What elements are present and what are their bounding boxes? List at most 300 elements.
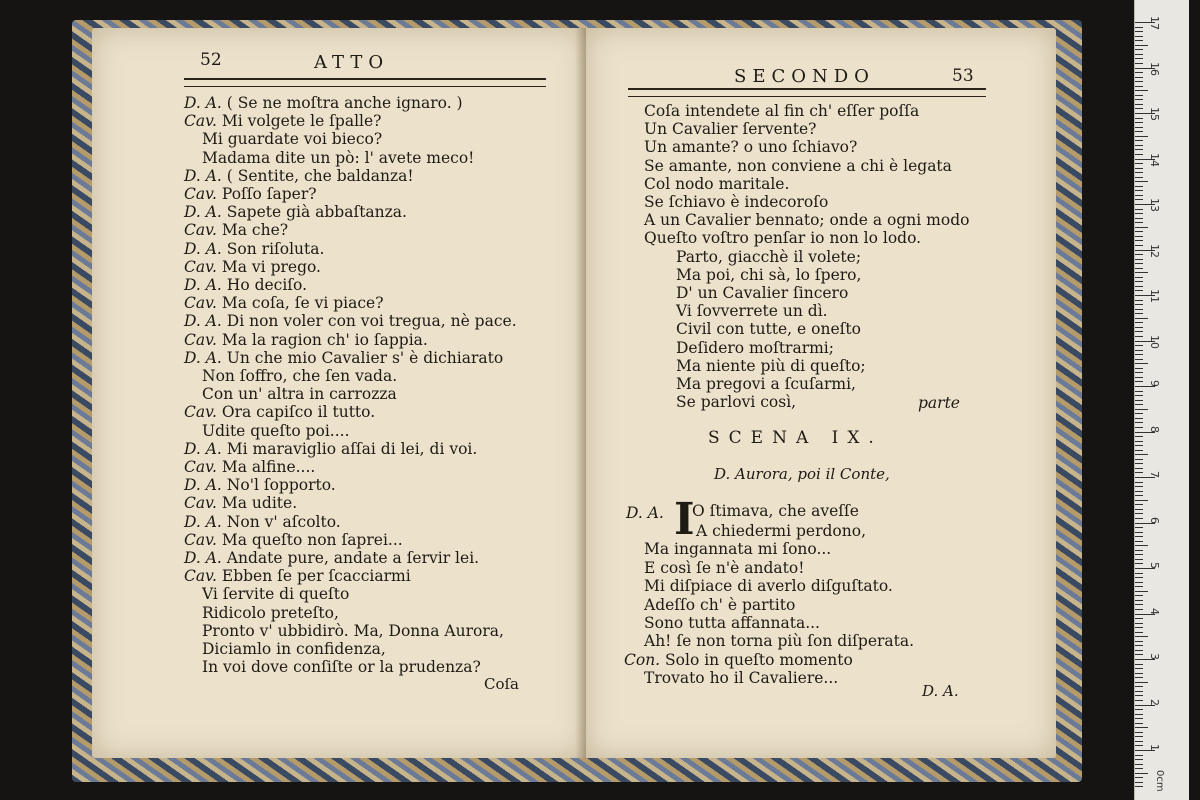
speaker-label: D. A. [626, 504, 664, 522]
verse-line [184, 549, 479, 567]
speaker-label: D. A. [184, 549, 222, 567]
ruler-tick [1135, 472, 1143, 473]
line-text: Pronto v' ubbidirò. Ma, Donna Aurora, [202, 621, 504, 640]
ruler-tick [1135, 231, 1143, 232]
ruler-tick [1135, 468, 1143, 469]
verse-line [184, 258, 321, 276]
ruler-tick [1135, 372, 1143, 373]
ruler-tick [1135, 381, 1143, 382]
ruler-tick [1135, 677, 1143, 678]
ruler-label: 8 [1148, 425, 1161, 433]
ruler-tick [1135, 627, 1143, 628]
ruler-label: 12 [1148, 243, 1161, 258]
line-text: ( Sentite, che baldanza! [226, 166, 414, 185]
scene-title: SCENA IX. [708, 428, 883, 448]
ruler-tick [1135, 163, 1143, 164]
ruler-tick [1135, 563, 1143, 564]
ruler-tick [1135, 172, 1143, 173]
verse-line [696, 522, 866, 540]
ruler-tick [1135, 623, 1143, 624]
ruler-tick [1135, 759, 1143, 760]
ruler-tick [1135, 745, 1143, 746]
ruler-tick [1135, 90, 1148, 91]
ruler-tick [1135, 149, 1143, 150]
verse-line [184, 185, 317, 203]
line-text: Se ſchiavo è indecoroſo [644, 193, 829, 211]
verse-line [644, 229, 921, 247]
ruler-tick [1135, 700, 1143, 701]
verse-line [184, 349, 503, 367]
ruler-tick [1135, 131, 1143, 132]
line-text: Ma la ragion ch' io ſappia. [221, 330, 428, 349]
line-text: In voi dove conſiſte or la prudenza? [202, 658, 481, 677]
ruler-tick [1135, 686, 1143, 687]
ruler-tick [1135, 454, 1148, 455]
ruler-label: 11 [1148, 289, 1161, 303]
verse-line [644, 193, 828, 211]
right-page [586, 28, 1056, 758]
verse-line [676, 284, 848, 302]
line-text: Con un' altra in carrozza [202, 385, 397, 404]
ruler-tick [1135, 550, 1143, 551]
ruler-tick [1135, 136, 1148, 137]
verse-line [184, 331, 428, 349]
line-text: Ma queſto non ſaprei... [221, 530, 403, 549]
line-text: Se amante, non conviene a chi è legata [644, 156, 952, 175]
ruler-tick [1135, 49, 1143, 50]
ruler-tick [1135, 664, 1143, 665]
line-text: D' un Cavalier ſincero [676, 284, 849, 302]
ruler-tick [1135, 63, 1143, 64]
ruler-tick [1135, 736, 1143, 737]
ruler-label: 16 [1148, 61, 1161, 76]
line-text: Un che mio Cavalier s' è dichiarato [226, 348, 504, 367]
line-text: Col nodo maritale. [644, 174, 790, 193]
line-text: Mi diſpiace di averlo diſguſtato. [644, 577, 893, 596]
speaker-label: Cav. [184, 530, 217, 549]
ruler-label: 6 [1148, 516, 1161, 524]
ruler-tick [1135, 272, 1148, 273]
ruler-tick [1135, 118, 1143, 119]
line-text: E così ſe n'è andato! [644, 558, 805, 577]
verse-line [202, 149, 474, 167]
verse-line [676, 375, 856, 393]
ruler-label: 13 [1148, 198, 1161, 212]
speaker-label: Cav. [184, 221, 217, 240]
ruler-tick [1135, 541, 1143, 542]
speaker-label: D. A. [184, 239, 222, 258]
line-text: Un amante? o uno ſchiavo? [644, 138, 858, 157]
ruler-tick [1135, 609, 1143, 610]
line-text: Coſa intendete al fin ch' eſſer poſſa [644, 102, 920, 120]
line-text: Ho deciſo. [226, 276, 308, 294]
speaker-label: Cav. [184, 294, 217, 313]
ruler-tick [1135, 108, 1143, 109]
ruler-tick [1135, 363, 1148, 364]
verse-line [184, 94, 463, 112]
line-text: Ebben ſe per ſcacciarmi [221, 567, 411, 586]
ruler-tick [1135, 400, 1143, 401]
line-text: Adeſſo ch' è partito [644, 595, 796, 614]
ruler-tick [1135, 582, 1143, 583]
ruler-tick [1135, 527, 1143, 528]
ruler-tick [1135, 786, 1143, 787]
ruler-tick [1135, 227, 1148, 228]
ruler-tick [1135, 486, 1143, 487]
verse-line [644, 138, 857, 156]
ruler-tick [1135, 418, 1143, 419]
line-text: Ma coſa, ſe vi piace? [221, 294, 384, 313]
ruler-tick [1135, 309, 1143, 310]
line-text: Ma che? [221, 221, 289, 240]
ruler-tick [1135, 209, 1143, 210]
line-text: Se parlovi così, [676, 393, 797, 412]
ruler-tick [1135, 782, 1143, 783]
line-text: Diciamlo in confidenza, [202, 640, 386, 658]
ruler-tick [1135, 140, 1143, 141]
ruler-tick [1135, 391, 1143, 392]
verse-line [644, 559, 804, 577]
ruler-tick [1135, 773, 1148, 774]
ruler-tick [1135, 168, 1143, 169]
ruler-tick [1135, 72, 1143, 73]
ruler-tick [1135, 254, 1143, 255]
ruler-label: 15 [1148, 107, 1161, 121]
ruler-label: 4 [1148, 607, 1161, 615]
verse-line [624, 651, 853, 669]
ruler-tick [1135, 54, 1143, 55]
line-text: Ma niente più di queſto; [676, 356, 866, 375]
verse-line [644, 596, 795, 614]
ruler-tick [1135, 300, 1143, 301]
ruler-tick [1135, 463, 1143, 464]
speaker-label: Cav. [184, 112, 217, 131]
ruler-tick [1135, 741, 1143, 742]
ruler-tick [1135, 445, 1143, 446]
line-text: Ridicolo preteſto, [202, 603, 339, 622]
verse-line [644, 102, 919, 120]
ruler-tick [1135, 368, 1143, 369]
verse-line [676, 320, 861, 338]
speaker-label: Cav. [184, 185, 217, 203]
ruler-tick [1135, 395, 1143, 396]
ruler-tick [1135, 422, 1143, 423]
line-text: Civil con tutte, e oneſto [676, 320, 861, 339]
left-running-header: ATTO [314, 52, 390, 73]
line-text: Sono tutta affannata... [644, 614, 820, 632]
line-text: Ma udite. [221, 494, 298, 513]
right-running-header: SECONDO [734, 66, 875, 87]
ruler-label: 7 [1148, 471, 1161, 478]
ruler-tick [1135, 304, 1143, 305]
scene-first-line: O ſtimava, che aveſſe [692, 502, 859, 520]
ruler-label: 5 [1148, 562, 1161, 569]
line-text: Ma ingannata mi ſono... [644, 540, 832, 559]
line-text: Solo in queſto momento [665, 650, 853, 669]
verse-line [202, 422, 350, 440]
drop-cap-initial: I [674, 494, 695, 545]
verse-line [184, 276, 307, 294]
verse-line [202, 658, 481, 676]
line-text: Vi ſervite di queſto [202, 585, 350, 604]
line-text: Parto, giacchè il volete; [676, 247, 862, 266]
speaker-label: Cav. [184, 403, 217, 422]
ruler-tick [1135, 45, 1148, 46]
ruler-tick [1135, 450, 1143, 451]
line-text: A chiedermi perdono, [696, 522, 867, 540]
verse-line [644, 614, 820, 632]
ruler-tick [1135, 40, 1143, 41]
ruler-tick [1135, 354, 1143, 355]
ruler-tick [1135, 99, 1143, 100]
ruler-tick [1135, 277, 1143, 278]
ruler-tick [1135, 532, 1143, 533]
right-header-rule [628, 88, 986, 97]
ruler-tick [1135, 181, 1148, 182]
ruler-tick [1135, 327, 1143, 328]
left-catchword: Coſa [484, 675, 520, 693]
line-text: Ma vi prego. [221, 257, 321, 276]
verse-line [202, 130, 382, 148]
ruler-tick [1135, 518, 1143, 519]
ruler-tick [1135, 500, 1148, 501]
ruler-tick [1135, 682, 1148, 683]
ruler-tick [1135, 764, 1143, 765]
ruler-label: 10 [1148, 334, 1161, 349]
verse-line [644, 211, 969, 229]
ruler-tick [1135, 236, 1143, 237]
ruler-tick [1135, 777, 1143, 778]
line-text: Poſſo ſaper? [221, 185, 317, 203]
line-text: Un Cavalier ſervente? [644, 120, 817, 139]
ruler-tick [1135, 618, 1143, 619]
verse-line [184, 403, 375, 421]
verse-line [644, 540, 831, 558]
ruler-tick [1135, 559, 1143, 560]
ruler-tick [1135, 213, 1143, 214]
ruler-tick [1135, 345, 1143, 346]
speaker-label: D. A. [184, 312, 222, 331]
line-text: A un Cavalier bennato; onde a ogni modo [644, 211, 970, 230]
speaker-label: D. A. [184, 203, 222, 222]
speaker-label: D. A. [184, 439, 222, 458]
verse-line [202, 385, 397, 403]
line-text: Trovato ho il Cavaliere... [644, 669, 839, 688]
ruler-tick [1135, 427, 1143, 428]
ruler-tick [1135, 404, 1143, 405]
line-text: Mi maraviglio aſſai di lei, di voi. [226, 439, 478, 458]
verse-line [644, 669, 838, 687]
speaker-label: D. A. [184, 476, 222, 495]
ruler-tick [1135, 58, 1143, 59]
verse-line [184, 440, 477, 458]
verse-line [644, 157, 952, 175]
ruler-tick [1135, 286, 1143, 287]
verse-line [184, 312, 517, 330]
ruler-tick [1135, 673, 1143, 674]
ruler-tick [1135, 359, 1143, 360]
line-text: Ah! ſe non torna più ſon diſperata. [644, 632, 915, 651]
ruler-tick [1135, 322, 1143, 323]
right-page-number: 53 [952, 66, 974, 86]
ruler-tick [1135, 195, 1143, 196]
verse-line [644, 120, 816, 138]
speaker-label: Cav. [184, 257, 217, 276]
ruler-tick [1135, 513, 1143, 514]
verse-line [184, 494, 297, 512]
ruler-label: 1 [1148, 744, 1161, 751]
verse-line [202, 640, 386, 658]
ruler-tick [1135, 154, 1143, 155]
verse-line [676, 357, 866, 375]
ruler-tick [1135, 245, 1143, 246]
verse-line [184, 476, 336, 494]
speaker-label: D. A. [184, 276, 222, 294]
ruler-label: 3 [1148, 653, 1161, 660]
line-text: Andate pure, andate a ſervir lei. [226, 549, 480, 567]
line-text: Di non voler con voi tregua, nè pace. [226, 312, 517, 331]
measuring-ruler [1134, 0, 1189, 800]
verse-line [184, 203, 407, 221]
verse-line [202, 585, 349, 603]
speaker-label: Cav. [184, 458, 217, 476]
verse-line [184, 240, 324, 258]
ruler-tick [1135, 81, 1143, 82]
speaker-label: Cav. [184, 567, 217, 586]
line-text: ( Se ne moſtra anche ignaro. ) [226, 94, 463, 112]
ruler-tick [1135, 186, 1143, 187]
ruler-tick [1135, 127, 1143, 128]
line-text: Ora capiſco il tutto. [221, 403, 376, 422]
ruler-tick [1135, 459, 1143, 460]
scene-first-speaker [626, 504, 664, 522]
ruler-label: 2 [1148, 698, 1161, 706]
ruler-label: 17 [1148, 16, 1161, 30]
left-page [92, 28, 586, 758]
ruler-tick [1135, 336, 1143, 337]
ruler-tick [1135, 695, 1143, 696]
line-text: Son riſoluta. [226, 239, 325, 258]
ruler-tick [1135, 281, 1143, 282]
ruler-tick [1135, 318, 1148, 319]
ruler-tick [1135, 199, 1143, 200]
ruler-tick [1135, 413, 1143, 414]
ruler-tick [1135, 668, 1143, 669]
ruler-tick [1135, 650, 1143, 651]
line-text: Ma alfine.... [221, 458, 316, 476]
ruler-unit: 0cm [1154, 770, 1165, 792]
ruler-tick [1135, 691, 1143, 692]
stage-direction-exit: parte [918, 394, 960, 412]
ruler-tick [1135, 218, 1143, 219]
ruler-tick [1135, 723, 1143, 724]
ruler-tick [1135, 709, 1143, 710]
ruler-tick [1135, 600, 1143, 601]
speaker-label: D. A. [184, 512, 222, 531]
verse-line [184, 221, 288, 239]
ruler-tick [1135, 554, 1143, 555]
verse-line [184, 567, 411, 585]
verse-line [202, 604, 339, 622]
ruler-tick [1135, 654, 1143, 655]
ruler-tick [1135, 313, 1143, 314]
verse-line [184, 112, 381, 130]
ruler-tick [1135, 536, 1143, 537]
ruler-tick [1135, 491, 1143, 492]
ruler-label: 14 [1148, 152, 1161, 167]
ruler-tick [1135, 636, 1148, 637]
line-text: Deſidero moſtrarmi; [676, 338, 834, 357]
ruler-tick [1135, 86, 1143, 87]
ruler-tick [1135, 641, 1143, 642]
right-catchword: D. A. [922, 682, 959, 700]
ruler-tick [1135, 718, 1143, 719]
verse-line [644, 577, 893, 595]
ruler-tick [1135, 441, 1143, 442]
ruler-tick [1135, 350, 1143, 351]
ruler-label: 9 [1148, 380, 1161, 387]
ruler-tick [1135, 240, 1143, 241]
verse-line [644, 632, 914, 650]
ruler-tick [1135, 545, 1148, 546]
verse-line [644, 175, 789, 193]
verse-line [676, 266, 861, 284]
line-text: Mi guardate voi bieco? [202, 130, 383, 149]
ruler-tick [1135, 604, 1143, 605]
ruler-tick [1135, 436, 1143, 437]
line-text: Queſto voſtro penſar io non lo lodo. [644, 229, 922, 248]
ruler-tick [1135, 714, 1143, 715]
verse-line [202, 622, 504, 640]
speaker-label: D. A. [184, 94, 222, 112]
verse-line [184, 513, 341, 531]
ruler-tick [1135, 377, 1143, 378]
ruler-tick [1135, 727, 1148, 728]
line-text: Udite queſto poi.... [202, 421, 350, 440]
ruler-tick [1135, 732, 1143, 733]
verse-line [676, 302, 828, 320]
line-text: Mi volgete le ſpalle? [221, 112, 382, 131]
ruler-tick [1135, 509, 1143, 510]
speaker-label: D. A. [184, 348, 222, 367]
ruler-tick [1135, 595, 1143, 596]
verse-line [202, 367, 397, 385]
verse-line [184, 458, 315, 476]
ruler-tick [1135, 268, 1143, 269]
ruler-tick [1135, 409, 1148, 410]
verse-line [184, 167, 414, 185]
line-text: Vi ſovverrete un dì. [676, 302, 828, 321]
speaker-label: D. A. [184, 166, 222, 185]
ruler-tick [1135, 27, 1143, 28]
ruler-tick [1135, 504, 1143, 505]
ruler-tick [1135, 177, 1143, 178]
line-text: Non v' aſcolto. [226, 512, 341, 531]
verse-line [184, 531, 403, 549]
line-text: Ma pregovi a ſcuſarmi, [676, 375, 856, 393]
ruler-tick [1135, 122, 1143, 123]
ruler-tick [1135, 586, 1143, 587]
line-text: No'l ſopporto. [226, 476, 336, 495]
ruler-tick [1135, 645, 1143, 646]
ruler-tick [1135, 104, 1143, 105]
left-header-rule [184, 78, 546, 87]
ruler-tick [1135, 755, 1143, 756]
ruler-tick [1135, 36, 1143, 37]
ruler-tick [1135, 145, 1143, 146]
speaker-label: Con. [624, 650, 661, 669]
verse-line [676, 393, 796, 411]
